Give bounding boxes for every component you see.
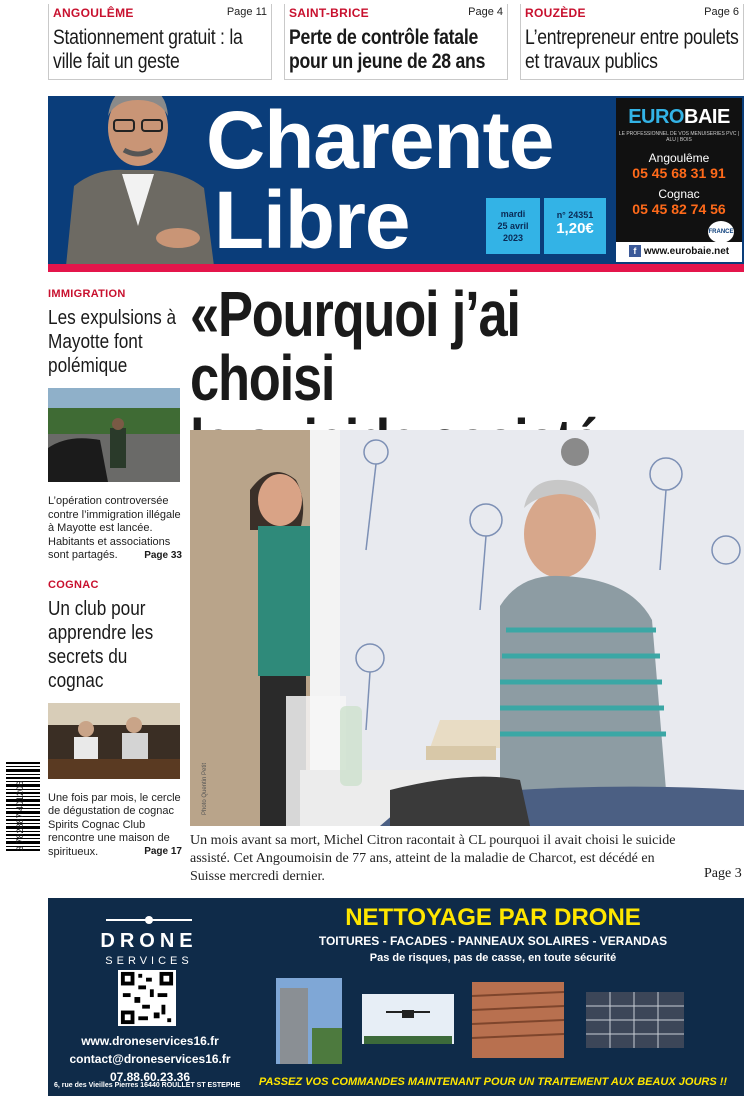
drone-services-list: TOITURES - FACADES - PANNEAUX SOLAIRES - VERANDAS: [318, 934, 668, 948]
eurobaie-city-1: Angoulême: [648, 151, 710, 165]
drone-thumbnails: [276, 978, 696, 1064]
drone-website[interactable]: www.droneservices16.fr: [81, 1034, 219, 1048]
drone-phone[interactable]: 07.88.60.23.36: [109, 1070, 191, 1084]
teaser-saint-brice[interactable]: [284, 4, 508, 80]
mayotte-photo: [48, 388, 180, 482]
teaser-kicker: ANGOULÊME: [53, 6, 134, 20]
brief-kicker: IMMIGRATION: [48, 288, 126, 300]
date-box: [486, 198, 540, 254]
left-column: [48, 288, 182, 857]
teaser-kicker: ROUZÈDE: [525, 6, 586, 20]
teaser-angouleme[interactable]: [48, 4, 272, 80]
price: 1,20€: [556, 220, 594, 237]
date-year: 2023: [502, 233, 524, 243]
eurobaie-tagline: LE PROFESSIONNEL DE VOS MENUISERIES PVC | ALU | BOIS: [618, 131, 740, 143]
masthead-title-charente: Charente: [206, 96, 554, 186]
qr-code-icon[interactable]: [118, 970, 176, 1026]
drone-services-ad[interactable]: [48, 898, 744, 1096]
brief-headline: Les expulsions à Mayotte font polémique: [48, 307, 177, 377]
price-box: [544, 198, 606, 254]
eurobaie-website[interactable]: [616, 242, 742, 262]
eurobaie-logo-part-1: EURO: [628, 106, 684, 128]
france-badge-icon: FRANCE: [708, 221, 734, 243]
date-date: 25 avril: [497, 221, 529, 231]
eurobaie-logo: [616, 106, 742, 129]
cognac-club-photo: [48, 703, 180, 779]
teaser-headline: Stationnement gratuit : la ville fait un geste: [53, 26, 243, 73]
main-headline-line-1: «Pourquoi j’ai choisi: [190, 278, 520, 414]
masthead-accent-bar: [48, 264, 744, 272]
masthead-title-libre: Libre: [214, 175, 410, 264]
drone-headline: NETTOYAGE PAR DRONE: [345, 904, 641, 931]
drone-email[interactable]: contact@droneservices16.fr: [69, 1052, 231, 1066]
drone-footer: PASSEZ VOS COMMANDES MAINTENANT POUR UN TRAITEMENT AUX BEAUX JOURS !!: [258, 1076, 728, 1088]
brief-cognac[interactable]: [48, 579, 182, 858]
brief-headline: Un club pour apprendre les secrets du cognac: [48, 597, 154, 692]
drone-address: 6, rue des Vieilles Pierres 16440 ROULLET ST ESTEPHE: [54, 1082, 241, 1089]
eurobaie-phone-1: 05 45 68 31 91: [632, 165, 726, 181]
main-photo: [190, 430, 744, 826]
eurobaie-phone-2: 05 45 82 74 56: [632, 201, 726, 217]
portrait-photo: [56, 96, 218, 264]
brief-page: Page 17: [144, 846, 182, 857]
drone-logo: [74, 912, 224, 967]
brief-text: L’opération controversée contre l’immigration illégale à Mayotte est lancée. Habitants et associations sont partagés.: [48, 495, 181, 561]
eurobaie-logo-part-2: BAIE: [684, 106, 730, 128]
drone-contact: [62, 1032, 238, 1086]
teaser-page: Page 11: [226, 6, 267, 18]
top-teasers: [48, 4, 744, 80]
date-day: mardi: [500, 209, 526, 219]
drone-safety: Pas de risques, pas de casse, en toute sécurité: [369, 952, 617, 964]
teaser-headline: Perte de contrôle fatale pour un jeune de 28 ans: [289, 26, 486, 73]
teaser-headline: L’entrepreneur entre poulets et travaux publics: [525, 26, 739, 73]
teaser-kicker: SAINT-BRICE: [289, 6, 369, 20]
eurobaie-city-2: Cognac: [658, 187, 700, 201]
brief-kicker: COGNAC: [48, 578, 99, 591]
drone-icon: [104, 915, 194, 925]
facebook-icon: f: [629, 245, 641, 257]
main-caption: Un mois avant sa mort, Michel Citron racontait à CL pourquoi il avait choisi le suicide assisté. Cet Angoumoisin de 77 ans, atteint de la maladie de Charcot, est décédé en Suisse mercredi dernier.: [190, 833, 676, 884]
teaser-rouzede[interactable]: [520, 4, 744, 80]
drone-logo-subtext: SERVICES: [105, 955, 193, 967]
teaser-page: Page 4: [468, 6, 503, 18]
eurobaie-ad[interactable]: [616, 98, 742, 262]
drone-logo-text: DRONE: [100, 930, 198, 952]
brief-immigration[interactable]: [48, 288, 182, 561]
brief-page: Page 33: [144, 549, 182, 561]
eurobaie-website-text: www.eurobaie.net: [643, 246, 730, 257]
barcode-number: 3 782887 401206: [15, 780, 25, 851]
brief-text: Une fois par mois, le cercle de dégustation de cognac Spirits Cognac Club rencontre une maison de spiritueux.: [48, 791, 181, 858]
issue-number: n° 24351: [556, 210, 594, 220]
teaser-page: Page 6: [704, 6, 739, 18]
masthead: [48, 96, 744, 264]
photo-credit: Photo Quentin Petit: [202, 762, 208, 815]
main-page-ref: Page 3: [704, 866, 742, 881]
